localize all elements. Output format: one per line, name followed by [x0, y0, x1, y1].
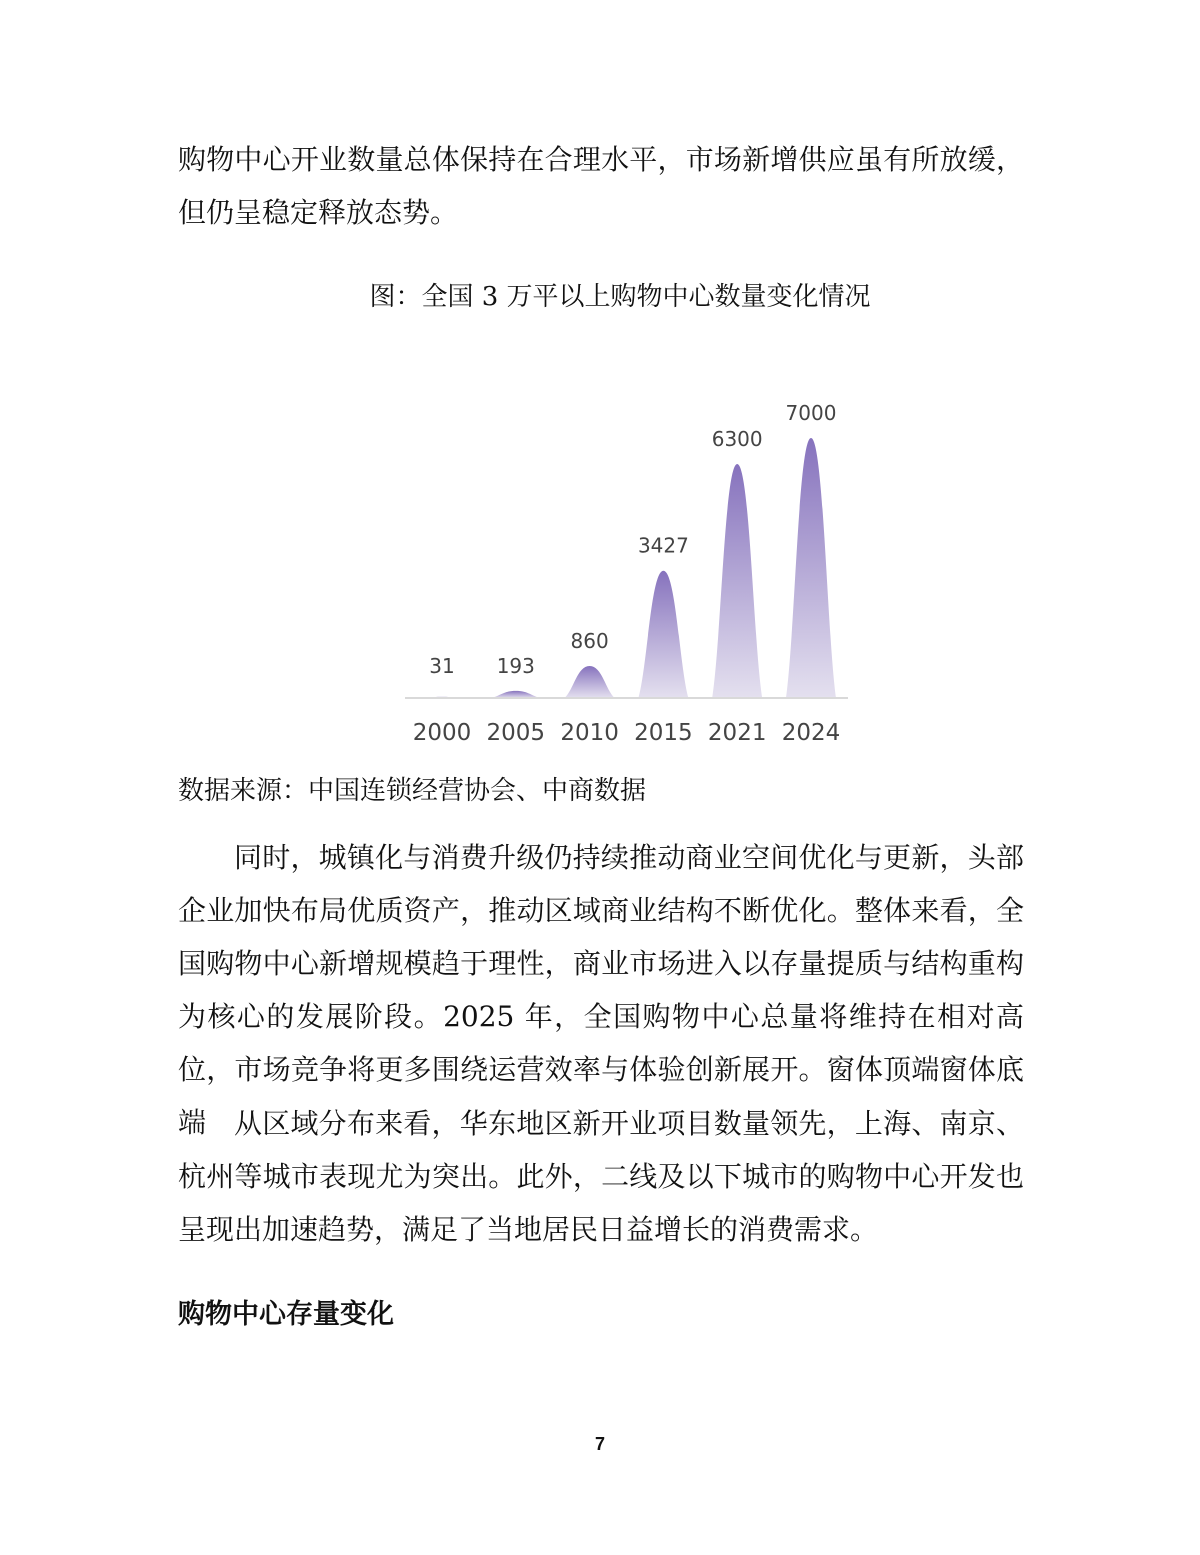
bar-2005 [491, 691, 541, 698]
paragraph-regional: 从区域分布来看，华东地区新开业项目数量领先，上海、南京、杭州等城市表现尤为突出。此外，二线及以下城市的购物中心开发也呈现出加速趋势，满足了当地居民日益增长的消费需求。 [178, 1107, 1024, 1246]
data-label: 193 [496, 653, 535, 678]
data-label: 860 [570, 629, 609, 654]
bar-2024 [786, 438, 836, 698]
paragraph-body: 同时，城镇化与消费升级仍持续推动商业空间优化与更新，头部企业加快布局优质资产，推动区域商业结构不断优化。整体来看，全国购物中心新增规模趋于理性，商业市场进入以存量提质与结构重构为核心的发展阶段。2025 年，全国购物中心总量将维持在相对高位，市场竞争将更多围绕运营效率与体验创新展开。窗体顶端窗体底端 [178, 841, 1024, 1139]
x-tick-label: 2015 [634, 720, 693, 746]
section-heading: 购物中心存量变化 [178, 1299, 394, 1330]
bar-2010 [565, 666, 615, 698]
bar-chart [0, 380, 1200, 760]
chart-title: 图：全国 3 万平以上购物中心数量变化情况 [369, 282, 871, 312]
x-tick-label: 2024 [781, 720, 841, 746]
x-tick-label: 2021 [707, 720, 767, 746]
x-tick-label: 2010 [560, 720, 619, 746]
data-source: 数据来源：中国连锁经营协会、中商数据 [178, 776, 647, 806]
bar-2021 [712, 464, 762, 698]
page-number: 7 [594, 1434, 605, 1454]
data-label: 6300 [711, 427, 763, 451]
x-tick-label: 2000 [412, 720, 472, 746]
paragraph-intro: 购物中心开业数量总体保持在合理水平，市场新增供应虽有所放缓，但仍呈稳定释放态势。 [178, 143, 1024, 229]
bar-2015 [638, 571, 688, 698]
data-label: 31 [429, 654, 455, 678]
x-tick-label: 2005 [486, 720, 546, 746]
data-label: 7000 [785, 401, 837, 425]
data-label: 3427 [637, 533, 689, 558]
